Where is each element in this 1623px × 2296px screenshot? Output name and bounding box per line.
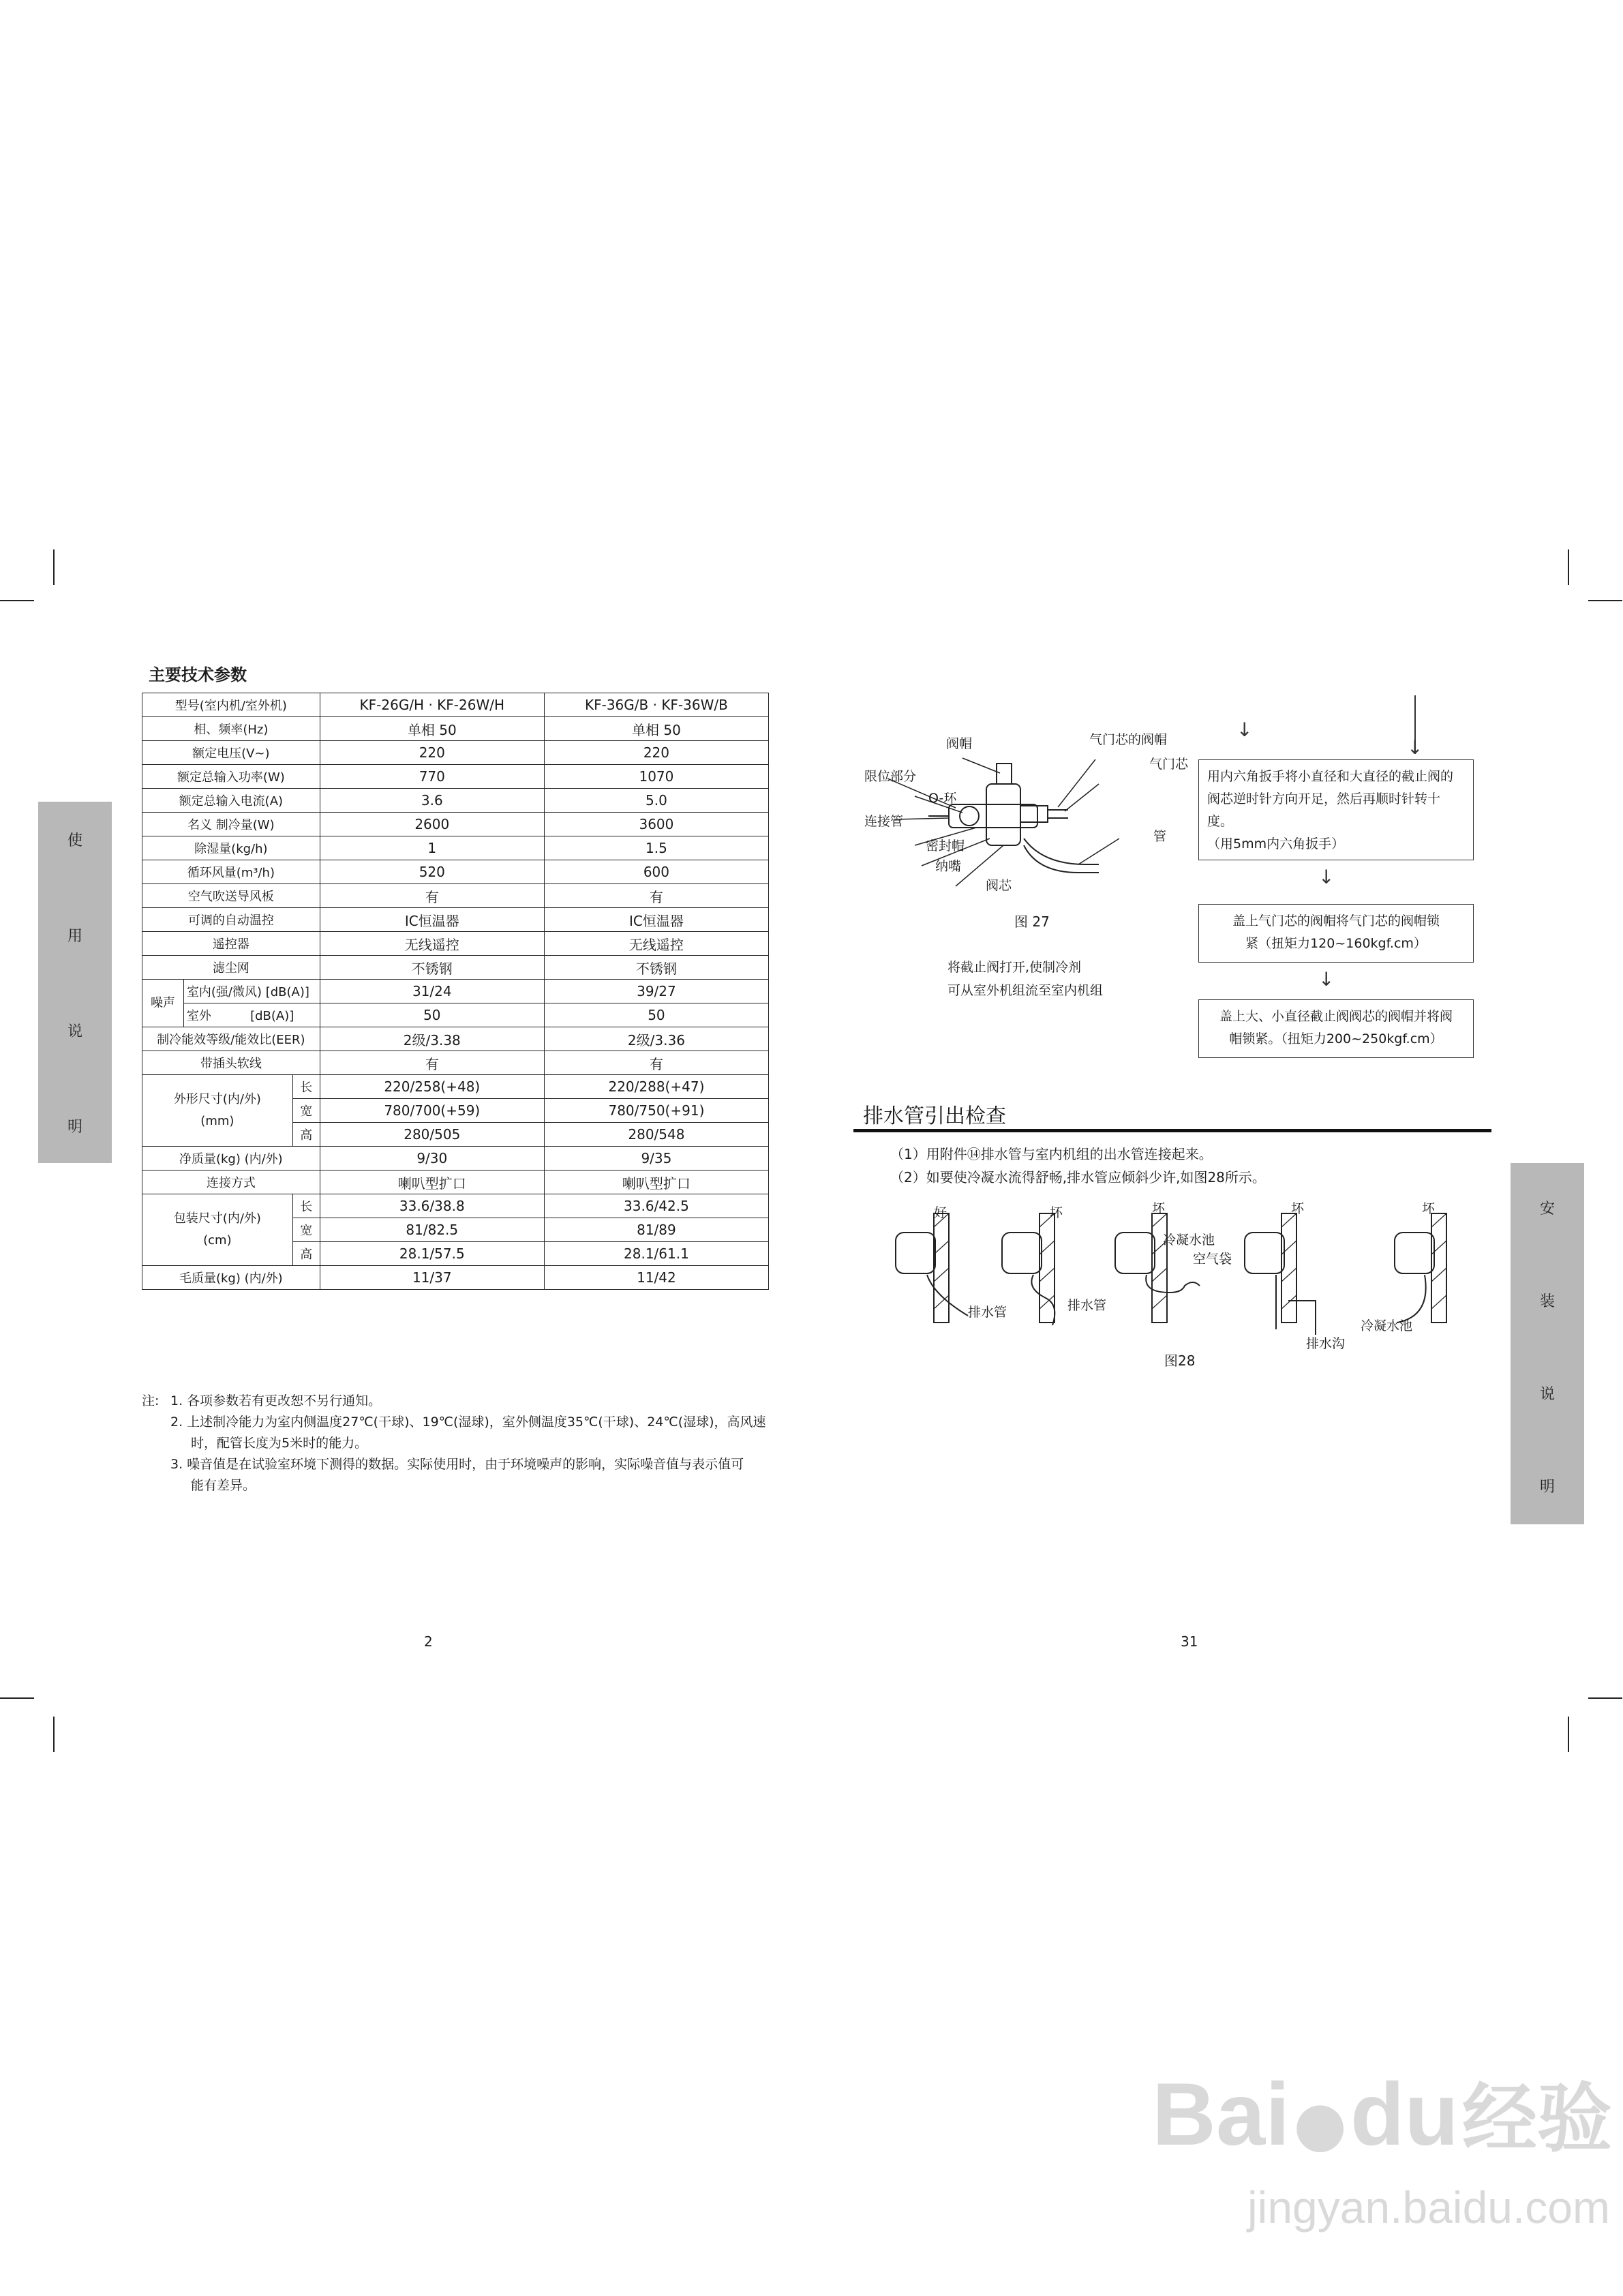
table-cell: 770 bbox=[320, 765, 544, 789]
packing-label-text: 包装尺寸(内/外) bbox=[173, 1211, 261, 1226]
side-tab-char: 说 bbox=[1539, 1386, 1555, 1403]
table-cell: 220 bbox=[320, 741, 544, 765]
fig28-label: 排水沟 bbox=[1306, 1336, 1346, 1351]
table-cell: 1 bbox=[320, 836, 544, 860]
table-cell: 780/750(+91) bbox=[544, 1099, 768, 1123]
table-row bbox=[142, 765, 769, 789]
table-cell-label: 空气吹送导风板 bbox=[142, 884, 320, 908]
fig27-label: O-环 bbox=[928, 791, 957, 806]
fig28-label: 排水管 bbox=[968, 1305, 1007, 1320]
table-cell-label: 循环风量(m³/h) bbox=[142, 860, 320, 884]
table-cell: 2600 bbox=[320, 813, 544, 836]
table-cell: 220/258(+48) bbox=[320, 1075, 544, 1099]
table-row bbox=[142, 860, 769, 884]
table-cell: 3600 bbox=[544, 813, 768, 836]
table-cell: 5.0 bbox=[544, 789, 768, 813]
page-number-left: 2 bbox=[424, 1633, 433, 1650]
flow-line: （用5mm内六角扳手） bbox=[1207, 836, 1345, 851]
fig27-label: 气门芯 bbox=[1149, 757, 1189, 772]
baidu-watermark bbox=[1152, 2059, 1612, 2166]
table-cell-label: 型号(室内机/室外机) bbox=[142, 693, 320, 717]
fig27-label: 纳嘴 bbox=[935, 859, 962, 874]
packing-unit: (cm) bbox=[203, 1233, 232, 1248]
flow-line: 紧（扭矩力120~160kgf.cm） bbox=[1245, 936, 1427, 951]
crop-mark bbox=[53, 549, 55, 585]
table-row bbox=[142, 1027, 769, 1051]
crop-mark bbox=[1588, 600, 1622, 601]
table-cell: 33.6/42.5 bbox=[544, 1194, 768, 1218]
fig27-label: 密封帽 bbox=[926, 839, 965, 854]
table-cell: 28.1/57.5 bbox=[320, 1242, 544, 1266]
flow-line: 阀芯逆时针方向开足，然后再顺时针转十度。 bbox=[1207, 791, 1441, 829]
fig27-label: 阀帽 bbox=[946, 736, 973, 751]
table-cell-label: 滤尘网 bbox=[142, 956, 320, 980]
down-arrow-icon: ↓ bbox=[1407, 736, 1423, 759]
down-arrow-icon: ↓ bbox=[1318, 866, 1335, 888]
fig27-label: 气门芯的阀帽 bbox=[1089, 732, 1168, 747]
fig28-label: 排水管 bbox=[1067, 1298, 1107, 1313]
table-cell-label: 除湿量(kg/h) bbox=[142, 836, 320, 860]
table-sub-label: 长 bbox=[292, 1194, 320, 1218]
table-cell: 31/24 bbox=[320, 980, 544, 1003]
crop-mark bbox=[0, 1697, 34, 1699]
side-tab-char: 明 bbox=[1539, 1479, 1555, 1496]
fig27-label: 连接管 bbox=[864, 814, 904, 829]
fig28-label: 冷凝水池 bbox=[1361, 1318, 1413, 1333]
packing-label bbox=[142, 1194, 293, 1266]
table-cell: 有 bbox=[320, 884, 544, 908]
fig27-label: 阀芯 bbox=[986, 878, 1012, 893]
note-line: 2. 上述制冷能力为室内侧温度27℃(干球)、19℃(湿球)，室外侧温度35℃(干球)、24℃(湿球)，高风速 bbox=[170, 1415, 766, 1430]
fig27-label: 限位部分 bbox=[864, 769, 917, 784]
notes-prefix: 注: bbox=[142, 1393, 160, 1408]
table-cell: 9/30 bbox=[320, 1147, 544, 1170]
drain-title-rule bbox=[853, 1129, 1491, 1132]
side-tab-char: 说 bbox=[67, 1023, 82, 1040]
flow-line: 盖上气门芯的阀帽将气门芯的阀帽锁 bbox=[1232, 913, 1440, 928]
watermark-brand-cn: 经验 bbox=[1461, 2075, 1612, 2162]
table-cell: 喇叭型扩口 bbox=[320, 1170, 544, 1194]
table-header-cell: KF-26G/H · KF-26W/H bbox=[320, 693, 544, 717]
table-cell: 780/700(+59) bbox=[320, 1099, 544, 1123]
table-row bbox=[142, 693, 769, 717]
table-cell: 不锈钢 bbox=[320, 956, 544, 980]
table-header-cell: KF-36G/B · KF-36W/B bbox=[544, 693, 768, 717]
noise-group-label: 噪声 bbox=[142, 980, 184, 1027]
flow-step bbox=[1198, 759, 1474, 860]
table-cell: 520 bbox=[320, 860, 544, 884]
watermark-brand: Bai bbox=[1152, 2064, 1290, 2164]
side-tab-right bbox=[1511, 1163, 1584, 1524]
table-cell: 50 bbox=[320, 1003, 544, 1027]
table-cell-label: 制冷能效等级/能效比(EER) bbox=[142, 1027, 320, 1051]
flow-step bbox=[1198, 904, 1474, 963]
drain-item: （2）如要使冷凝水流得舒畅,排水管应倾斜少许,如图28所示。 bbox=[890, 1169, 1266, 1185]
down-arrow-icon: ↓ bbox=[1237, 719, 1253, 741]
crop-mark bbox=[1568, 549, 1569, 585]
table-sub-label: 高 bbox=[292, 1242, 320, 1266]
table-row bbox=[142, 908, 769, 932]
table-cell: 9/35 bbox=[544, 1147, 768, 1170]
table-row bbox=[142, 980, 769, 1003]
dimension-unit: (mm) bbox=[200, 1114, 234, 1128]
flow-line: 盖上大、小直径截止阀阀芯的阀帽并将阀 bbox=[1219, 1009, 1453, 1024]
table-cell: 11/42 bbox=[544, 1266, 768, 1290]
table-cell: IC恒温器 bbox=[544, 908, 768, 932]
fig28-caption: 图28 bbox=[1164, 1353, 1196, 1369]
side-tab-left bbox=[38, 802, 112, 1163]
table-cell: 2级/3.38 bbox=[320, 1027, 544, 1051]
side-tab-char: 用 bbox=[67, 928, 82, 945]
fig28-label: 坏 bbox=[1152, 1201, 1166, 1216]
flow-step bbox=[1198, 999, 1474, 1058]
table-row bbox=[142, 1194, 769, 1218]
table-sub-label: 高 bbox=[292, 1123, 320, 1147]
drain-item: （1）用附件⑭排水管与室内机组的出水管连接起来。 bbox=[890, 1146, 1213, 1162]
table-sub-label: 宽 bbox=[292, 1218, 320, 1242]
drain-instructions bbox=[890, 1143, 1266, 1189]
table-cell-label: 额定总输入电流(A) bbox=[142, 789, 320, 813]
table-cell-label: 带插头软线 bbox=[142, 1051, 320, 1075]
side-tab-char: 安 bbox=[1539, 1200, 1555, 1218]
fig28-label: 空气袋 bbox=[1193, 1252, 1232, 1267]
watermark-url: jingyan.baidu.com bbox=[1247, 2182, 1610, 2233]
table-cell: 3.6 bbox=[320, 789, 544, 813]
table-cell-label: 额定电压(V~) bbox=[142, 741, 320, 765]
table-cell: 33.6/38.8 bbox=[320, 1194, 544, 1218]
notes bbox=[142, 1391, 783, 1496]
dimension-label bbox=[142, 1075, 293, 1147]
side-tab-char: 装 bbox=[1539, 1293, 1555, 1310]
spec-table bbox=[142, 693, 769, 1290]
fig27-desc-line: 可从室外机组流至室内机组 bbox=[947, 983, 1104, 998]
table-cell-label: 连接方式 bbox=[142, 1170, 320, 1194]
table-cell: 81/82.5 bbox=[320, 1218, 544, 1242]
flow-line: 用内六角扳手将小直径和大直径的截止阀的 bbox=[1207, 769, 1454, 784]
table-cell: 喇叭型扩口 bbox=[544, 1170, 768, 1194]
table-cell-label: 净质量(kg) (内/外) bbox=[142, 1147, 320, 1170]
table-cell: 220 bbox=[544, 741, 768, 765]
note-line: 3. 噪音值是在试验室环境下测得的数据。实际使用时，由于环境噪声的影响，实际噪音值与表示值可 bbox=[170, 1457, 744, 1472]
page-number-right: 31 bbox=[1181, 1633, 1198, 1650]
fig27-caption: 图 27 bbox=[1014, 913, 1050, 930]
fig28-label: 好 bbox=[934, 1205, 947, 1220]
table-cell: 无线遥控 bbox=[320, 932, 544, 956]
table-cell: 不锈钢 bbox=[544, 956, 768, 980]
table-cell: 有 bbox=[320, 1051, 544, 1075]
table-cell-label: 毛质量(kg) (内/外) bbox=[142, 1266, 320, 1290]
table-cell-label: 名义 制冷量(W) bbox=[142, 813, 320, 836]
table-cell: IC恒温器 bbox=[320, 908, 544, 932]
fig28-label: 坏 bbox=[1422, 1201, 1436, 1216]
table-cell: 220/288(+47) bbox=[544, 1075, 768, 1099]
table-cell: 单相 50 bbox=[544, 717, 768, 741]
table-row bbox=[142, 789, 769, 813]
table-cell: 有 bbox=[544, 1051, 768, 1075]
table-cell: 无线遥控 bbox=[544, 932, 768, 956]
note-line: 时，配管长度为5米时的能力。 bbox=[191, 1436, 368, 1451]
fig27-description bbox=[947, 956, 1103, 1002]
fig28-label: 坏 bbox=[1050, 1205, 1063, 1220]
table-cell: 50 bbox=[544, 1003, 768, 1027]
crop-mark bbox=[1568, 1717, 1569, 1752]
note-line: 能有差异。 bbox=[191, 1478, 256, 1493]
table-row bbox=[142, 741, 769, 765]
table-cell-label: 可调的自动温控 bbox=[142, 908, 320, 932]
table-cell-label: 遥控器 bbox=[142, 932, 320, 956]
table-cell: 有 bbox=[544, 884, 768, 908]
table-row bbox=[142, 1266, 769, 1290]
table-row bbox=[142, 884, 769, 908]
crop-mark bbox=[53, 1717, 55, 1752]
table-cell: 28.1/61.1 bbox=[544, 1242, 768, 1266]
fig28-label: 冷凝水池 bbox=[1163, 1233, 1215, 1248]
table-row bbox=[142, 813, 769, 836]
table-sub-label: 宽 bbox=[292, 1099, 320, 1123]
table-row bbox=[142, 1170, 769, 1194]
table-row bbox=[142, 1003, 769, 1027]
crop-mark bbox=[0, 600, 34, 601]
paw-icon: ● bbox=[1293, 2088, 1347, 2160]
table-cell-label: 相、频率(Hz) bbox=[142, 717, 320, 741]
table-cell-label: 室外 [dB(A)] bbox=[183, 1003, 320, 1027]
table-row bbox=[142, 1147, 769, 1170]
down-arrow-icon: ↓ bbox=[1318, 968, 1335, 991]
table-cell: 单相 50 bbox=[320, 717, 544, 741]
side-tab-char: 使 bbox=[67, 832, 82, 849]
table-cell-label: 额定总输入功率(W) bbox=[142, 765, 320, 789]
table-cell-label: 室内(强/微风) [dB(A)] bbox=[183, 980, 320, 1003]
note-line: 1. 各项参数若有更改恕不另行通知。 bbox=[170, 1393, 382, 1408]
dimension-label-text: 外形尺寸(内/外) bbox=[173, 1092, 261, 1106]
table-sub-label: 长 bbox=[292, 1075, 320, 1099]
fig27-desc-line: 将截止阀打开,使制冷剂 bbox=[947, 960, 1082, 975]
table-cell: 81/89 bbox=[544, 1218, 768, 1242]
table-cell: 1.5 bbox=[544, 836, 768, 860]
table-row bbox=[142, 1051, 769, 1075]
table-cell: 1070 bbox=[544, 765, 768, 789]
table-cell: 11/37 bbox=[320, 1266, 544, 1290]
spec-title: 主要技术参数 bbox=[149, 665, 247, 684]
crop-mark bbox=[1588, 1697, 1622, 1699]
table-cell: 280/548 bbox=[544, 1123, 768, 1147]
table-row bbox=[142, 717, 769, 741]
drain-title: 排水管引出检查 bbox=[863, 1104, 1006, 1128]
watermark-brand2: du bbox=[1350, 2064, 1459, 2164]
table-cell: 600 bbox=[544, 860, 768, 884]
flow-line: 帽锁紧。（扭矩力200~250kgf.cm） bbox=[1229, 1031, 1443, 1046]
table-cell: 2级/3.36 bbox=[544, 1027, 768, 1051]
side-tab-char: 明 bbox=[67, 1119, 82, 1136]
table-row bbox=[142, 932, 769, 956]
table-cell: 39/27 bbox=[544, 980, 768, 1003]
table-cell: 280/505 bbox=[320, 1123, 544, 1147]
fig27-label: 管 bbox=[1153, 829, 1167, 844]
table-row bbox=[142, 956, 769, 980]
table-row bbox=[142, 836, 769, 860]
table-row bbox=[142, 1075, 769, 1099]
fig28-label: 坏 bbox=[1291, 1201, 1305, 1216]
